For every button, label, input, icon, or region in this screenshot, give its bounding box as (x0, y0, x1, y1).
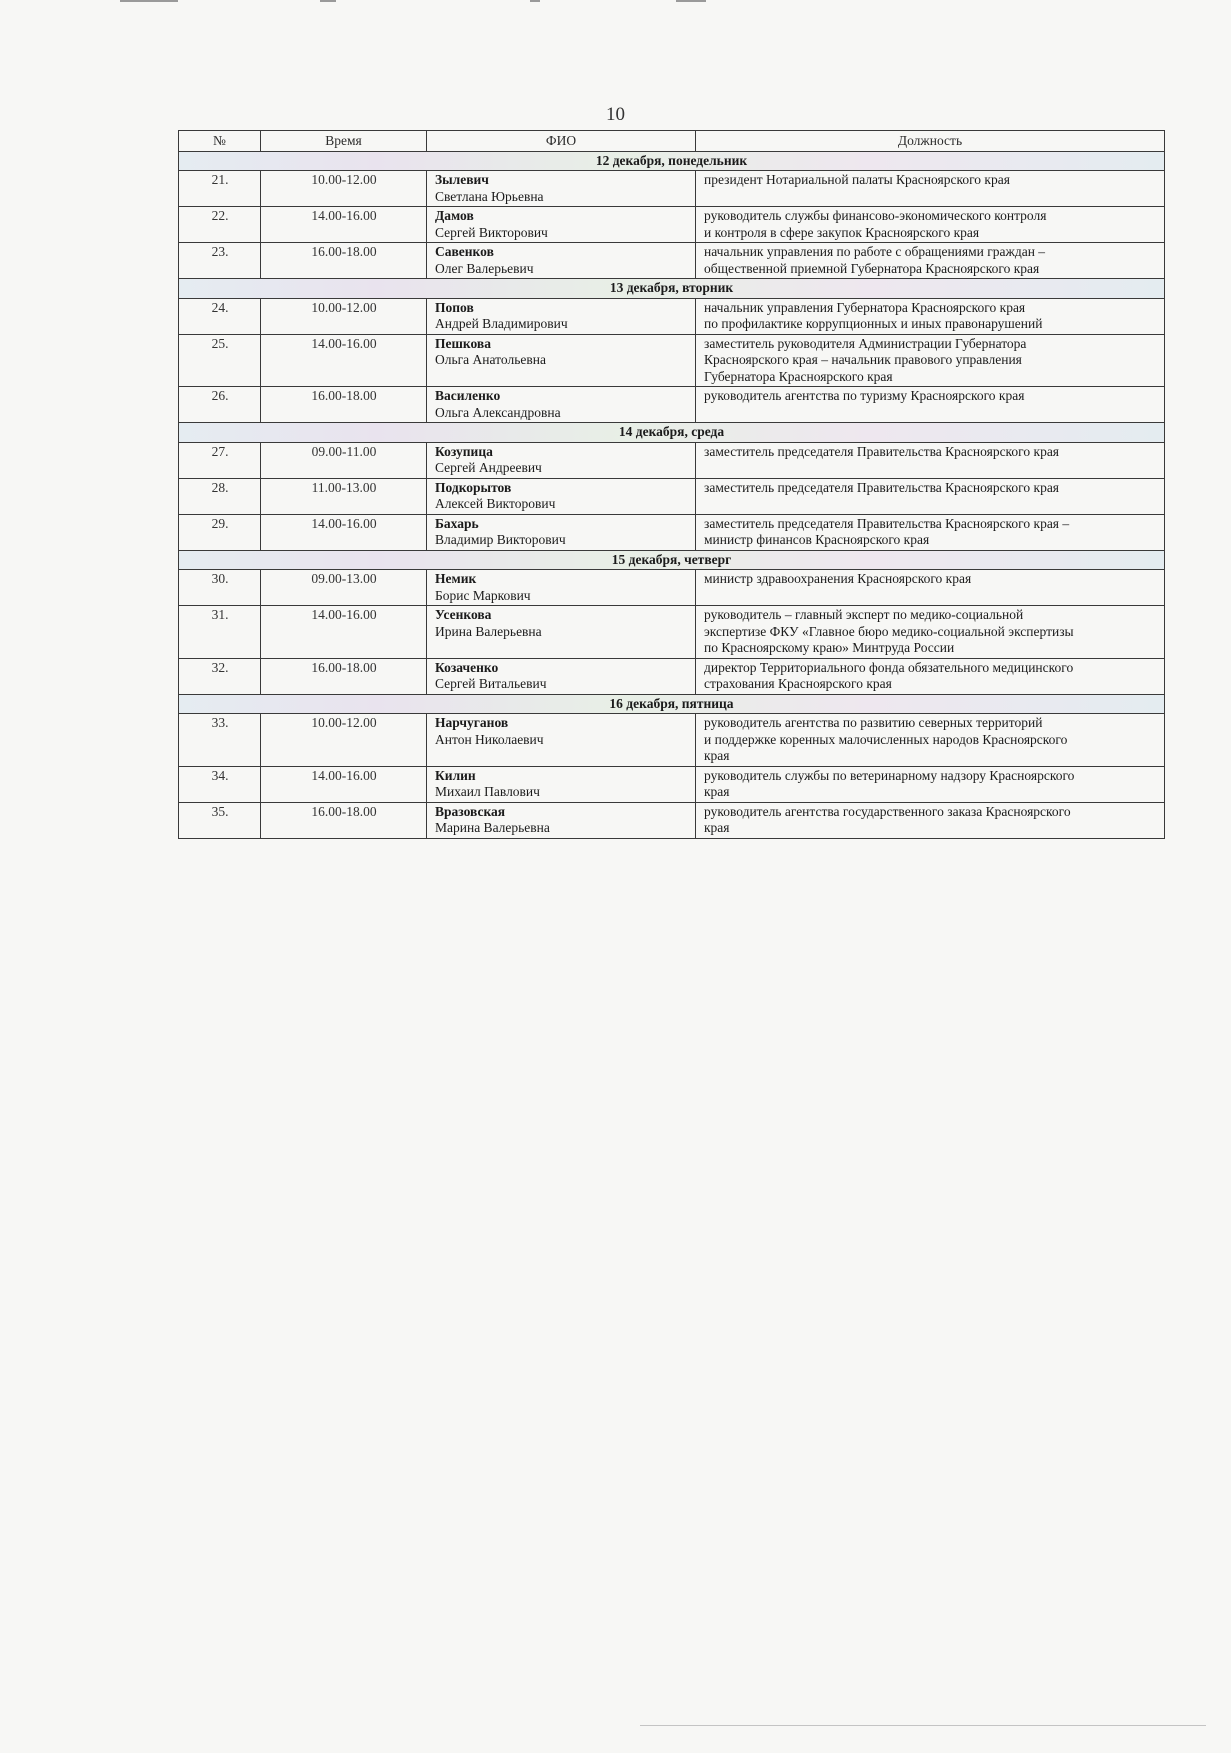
row-number: 30. (179, 570, 261, 606)
day-header-row (179, 550, 1165, 570)
row-name (427, 387, 696, 423)
given-names: Марина Валерьевна (435, 820, 550, 835)
row-number: 23. (179, 243, 261, 279)
day-header-row (179, 694, 1165, 714)
table-row (179, 570, 1165, 606)
given-names: Андрей Владимирович (435, 316, 568, 331)
row-time: 14.00-16.00 (261, 514, 427, 550)
day-header-row (179, 151, 1165, 171)
row-time: 16.00-18.00 (261, 802, 427, 838)
given-names: Владимир Викторович (435, 532, 566, 547)
given-names: Антон Николаевич (435, 731, 544, 747)
table-row (179, 442, 1165, 478)
row-name (427, 243, 696, 279)
row-position: директор Территориального фонда обязательного медицинского страхования Красноярского края (696, 658, 1165, 694)
day-title: 14 декабря, среда (179, 423, 1165, 443)
table-header-row (179, 131, 1165, 152)
day-title: 16 декабря, пятница (179, 694, 1165, 714)
schedule-table (178, 130, 1165, 839)
row-name (427, 171, 696, 207)
surname: Подкорытов (435, 479, 512, 495)
surname: Вразовская (435, 803, 506, 819)
given-names: Олег Валерьевич (435, 260, 534, 276)
surname: Нарчуганов (435, 715, 509, 730)
given-names: Михаил Павлович (435, 784, 540, 799)
given-names: Сергей Викторович (435, 224, 548, 240)
row-time: 09.00-11.00 (261, 442, 427, 478)
row-number: 34. (179, 766, 261, 802)
row-number: 21. (179, 171, 261, 207)
surname: Пешкова (435, 335, 491, 351)
row-position: руководитель – главный эксперт по медико-социальной экспертизе ФКУ «Главное бюро медико-социальной экспертизы по Красноярскому краю» Минтруда России (696, 606, 1165, 659)
row-position: заместитель руководителя Администрации Губернатора Красноярского края – начальник правового управления Губернатора Красноярского края (696, 334, 1165, 387)
surname: Зылевич (435, 172, 489, 187)
row-time: 14.00-16.00 (261, 606, 427, 659)
given-names: Сергей Андреевич (435, 460, 542, 475)
given-names: Светлана Юрьевна (435, 188, 544, 204)
row-position: президент Нотариальной палаты Красноярского края (696, 171, 1165, 207)
scan-edge-mark (530, 0, 540, 2)
row-name (427, 606, 696, 659)
day-title: 13 декабря, вторник (179, 279, 1165, 299)
row-name (427, 442, 696, 478)
table-row (179, 171, 1165, 207)
row-position: начальник управления по работе с обращениями граждан – общественной приемной Губернатора Красноярского края (696, 243, 1165, 279)
row-name (427, 298, 696, 334)
row-number: 33. (179, 714, 261, 767)
row-time: 16.00-18.00 (261, 658, 427, 694)
given-names: Сергей Витальевич (435, 676, 547, 691)
surname: Козаченко (435, 659, 499, 675)
row-position: министр здравоохранения Красноярского края (696, 570, 1165, 606)
row-position: заместитель председателя Правительства Красноярского края (696, 442, 1165, 478)
scan-edge-mark (676, 0, 706, 2)
scan-edge-mark (320, 0, 336, 2)
row-name (427, 714, 696, 767)
row-position: руководитель службы по ветеринарному надзору Красноярского края (696, 766, 1165, 802)
row-number: 28. (179, 478, 261, 514)
row-time: 14.00-16.00 (261, 334, 427, 387)
row-position: руководитель службы финансово-экономического контроля и контроля в сфере закупок Красноярского края (696, 207, 1165, 243)
row-number: 26. (179, 387, 261, 423)
surname: Попов (435, 299, 474, 315)
table-row (179, 514, 1165, 550)
surname: Усенкова (435, 607, 492, 622)
surname: Козупица (435, 443, 493, 459)
table-row (179, 334, 1165, 387)
day-title: 12 декабря, понедельник (179, 151, 1165, 171)
row-time: 16.00-18.00 (261, 243, 427, 279)
row-time: 14.00-16.00 (261, 207, 427, 243)
header-num: № (179, 131, 261, 152)
table-row (179, 802, 1165, 838)
table-row (179, 766, 1165, 802)
surname: Бахарь (435, 515, 479, 531)
given-names: Ирина Валерьевна (435, 623, 542, 639)
row-time: 16.00-18.00 (261, 387, 427, 423)
row-number: 24. (179, 298, 261, 334)
row-position: начальник управления Губернатора Красноярского края по профилактике коррупционных и иных правонарушений (696, 298, 1165, 334)
given-names: Борис Маркович (435, 587, 531, 603)
bottom-rule (640, 1725, 1206, 1726)
given-names: Ольга Александровна (435, 404, 561, 420)
row-position: руководитель агентства по туризму Красноярского края (696, 387, 1165, 423)
row-number: 29. (179, 514, 261, 550)
row-name (427, 766, 696, 802)
table-row (179, 658, 1165, 694)
given-names: Алексей Викторович (435, 496, 556, 511)
table-row (179, 207, 1165, 243)
row-position: заместитель председателя Правительства Красноярского края – министр финансов Красноярского края (696, 514, 1165, 550)
table-row (179, 243, 1165, 279)
row-number: 35. (179, 802, 261, 838)
scan-edge-mark (120, 0, 178, 2)
row-name (427, 514, 696, 550)
surname: Савенков (435, 244, 494, 259)
day-header-row (179, 423, 1165, 443)
row-name (427, 802, 696, 838)
day-header-row (179, 279, 1165, 299)
row-name (427, 478, 696, 514)
row-time: 10.00-12.00 (261, 171, 427, 207)
row-time: 11.00-13.00 (261, 478, 427, 514)
header-position: Должность (696, 131, 1165, 152)
table-row (179, 606, 1165, 659)
row-time: 10.00-12.00 (261, 298, 427, 334)
page-number: 10 (606, 104, 625, 125)
row-name (427, 207, 696, 243)
table-row (179, 387, 1165, 423)
table-row (179, 298, 1165, 334)
given-names: Ольга Анатольевна (435, 352, 546, 367)
table-row (179, 714, 1165, 767)
row-number: 32. (179, 658, 261, 694)
row-position: руководитель агентства по развитию северных территорий и поддержке коренных малочисленных народов Красноярского края (696, 714, 1165, 767)
table-row (179, 478, 1165, 514)
row-number: 27. (179, 442, 261, 478)
row-name (427, 570, 696, 606)
schedule-body (179, 151, 1165, 838)
row-name (427, 334, 696, 387)
header-time: Время (261, 131, 427, 152)
row-time: 14.00-16.00 (261, 766, 427, 802)
row-position: руководитель агентства государственного заказа Красноярского края (696, 802, 1165, 838)
header-name: ФИО (427, 131, 696, 152)
row-time: 10.00-12.00 (261, 714, 427, 767)
row-number: 25. (179, 334, 261, 387)
row-number: 31. (179, 606, 261, 659)
row-number: 22. (179, 207, 261, 243)
row-time: 09.00-13.00 (261, 570, 427, 606)
surname: Килин (435, 767, 476, 783)
row-name (427, 658, 696, 694)
surname: Немик (435, 571, 477, 586)
day-title: 15 декабря, четверг (179, 550, 1165, 570)
surname: Дамов (435, 208, 474, 223)
row-position: заместитель председателя Правительства Красноярского края (696, 478, 1165, 514)
surname: Василенко (435, 388, 501, 403)
